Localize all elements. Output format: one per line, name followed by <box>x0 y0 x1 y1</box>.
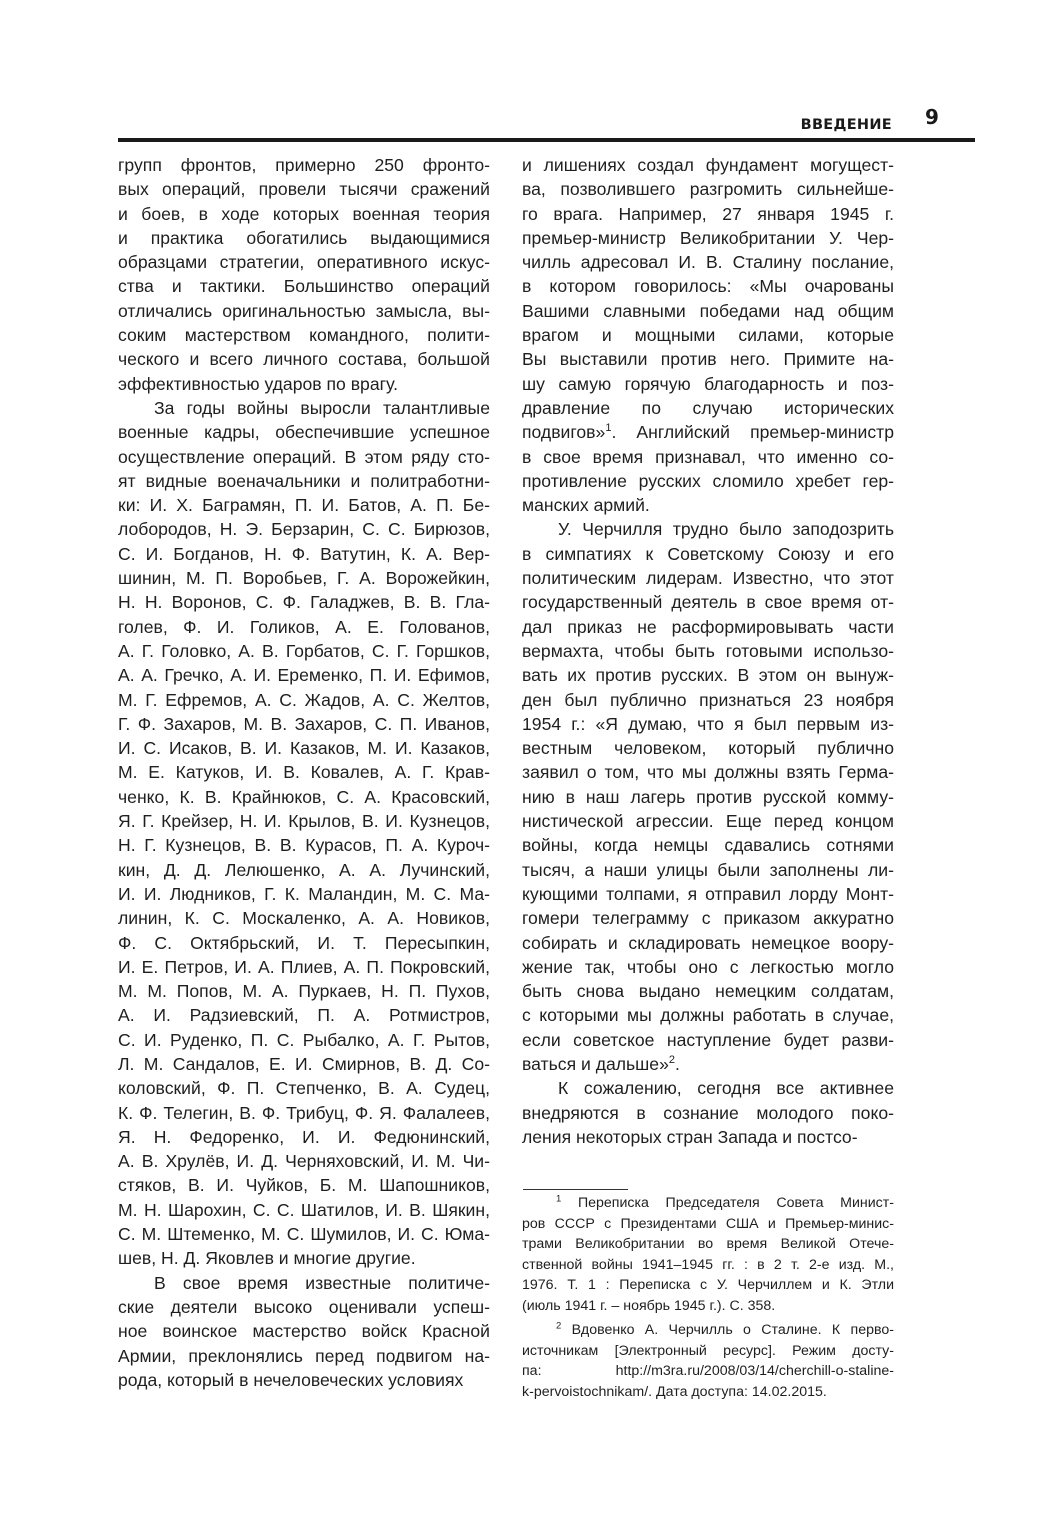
text-line: дравление по случаю исторических <box>522 397 894 418</box>
text-line: в свое время признавал, что именно со- <box>522 446 894 467</box>
text-line: образцами стратегии, оперативного искус- <box>118 252 490 273</box>
text-line: ческого и всего личного состава, большой <box>118 349 490 370</box>
footnote-line: 1976. Т. 1 : Переписка с У. Черчиллем и К. Этли <box>522 1277 894 1293</box>
text-fragment: Переписка Председателя Совета Минист- <box>577 1195 894 1211</box>
text-line: жение так, чтобы оно с легкостью могло <box>522 956 894 977</box>
header-rule <box>118 138 975 142</box>
text-line: и боев, в ходе которых военная теория <box>118 203 490 224</box>
page-number: 9 <box>925 105 939 129</box>
text-line <box>522 1052 894 1076</box>
text-line: коловский, Ф. П. Степченко, В. А. Судец, <box>118 1078 490 1099</box>
text-line: в котором говорилось: «Мы очарованы <box>522 276 894 297</box>
text-line: го врага. Например, 27 января 1945 г. <box>522 203 894 224</box>
text-line: А. В. Хрулёв, И. Д. Черняховский, И. М. Чи- <box>118 1151 490 1172</box>
text-line: ки: И. Х. Баграмян, П. И. Батов, А. П. Бе- <box>118 495 490 516</box>
paragraph <box>118 396 490 1271</box>
text-line: тысяч, а наши улицы были заполнены ли- <box>522 859 894 880</box>
text-line: А. Г. Головко, А. В. Горбатов, С. Г. Горшков, <box>118 640 490 661</box>
text-line: военные кадры, обеспечившие успешное <box>118 422 490 443</box>
footnote-number: 1 <box>556 1193 562 1205</box>
text-line: рода, который в нечеловеческих условиях <box>118 1369 464 1390</box>
text-line: За годы войны выросли талантливые <box>154 397 490 418</box>
section-title: ВВЕДЕНИЕ <box>800 117 892 133</box>
footnote-line <box>522 1193 894 1214</box>
text-line: если советское наступление будет разви- <box>522 1029 894 1050</box>
text-line: нию в наш лагерь против русской комму- <box>522 786 894 807</box>
text-line: и лишениях создал фундамент могущест- <box>522 155 894 175</box>
text-line: лобородов, Н. Э. Берзарин, С. С. Бирюзов, <box>118 519 490 540</box>
text-line: Я. Н. Федоренко, И. И. Федюнинский, <box>118 1126 490 1147</box>
text-line: шев, Н. Д. Яковлев и многие другие. <box>118 1248 416 1269</box>
paragraph <box>118 1271 490 1392</box>
text-line: ное воинское мастерство войск Красной <box>118 1321 490 1342</box>
text-line: М. Г. Ефремов, А. С. Жадов, А. С. Желтов, <box>118 689 490 710</box>
right-column <box>522 153 894 1149</box>
footnote-line <box>522 1320 894 1341</box>
text-fragment: Вдовенко А. Черчилль о Сталине. К перво- <box>571 1322 894 1338</box>
paragraph <box>522 1076 894 1149</box>
text-line: ские деятели высоко оценивали успеш- <box>118 1296 490 1317</box>
text-line: Н. Н. Воронов, С. Ф. Галаджев, В. В. Гла- <box>118 592 490 613</box>
text-line: в симпатиях к Советскому Союзу и его <box>522 543 894 564</box>
footnote-line: (июль 1941 г. – ноябрь 1945 г.). С. 358. <box>522 1297 776 1314</box>
text-line: заявил о том, что мы должны взять Герма- <box>522 762 894 783</box>
footnote-1 <box>522 1193 894 1316</box>
text-line: вестным человеком, который публично <box>522 738 894 759</box>
footnote-number: 2 <box>556 1320 562 1332</box>
text-line: Армии, преклонялись перед подвигом на- <box>118 1345 490 1366</box>
text-line: соким мастерством командного, полити- <box>118 325 490 346</box>
text-line: внедряются в сознание молодого поко- <box>522 1102 894 1123</box>
text-line: Н. Г. Кузнецов, В. В. Курасов, П. А. Куроч- <box>118 835 490 856</box>
text-line: Л. М. Сандалов, Е. И. Смирнов, В. Д. Со- <box>118 1053 490 1074</box>
text-fragment: подвигов» <box>522 422 606 443</box>
text-line: М. Е. Катуков, И. В. Ковалев, А. Г. Крав- <box>118 762 490 783</box>
left-column <box>118 153 490 1392</box>
text-line: быть снова выдано немецким солдатам, <box>522 981 894 1002</box>
text-line: противление русских сломило хребет гер- <box>522 470 894 491</box>
running-header <box>0 0 1058 150</box>
text-line: шу самую горячую благодарность и поз- <box>522 373 894 394</box>
footnote-line: трами Великобритании во время Великой Отече- <box>522 1236 894 1252</box>
text-line: С. И. Руденко, П. С. Рыбалко, А. Г. Рытов, <box>118 1029 490 1050</box>
text-line: стяков, В. И. Чуйков, Б. М. Шапошников, <box>118 1175 490 1196</box>
text-line: собирать и складировать немецкое воору- <box>522 932 894 953</box>
text-line: линин, К. С. Москаленко, А. А. Новиков, <box>118 908 490 929</box>
footnote-2 <box>522 1320 894 1402</box>
text-line: с которыми мы должны работать в случае, <box>522 1005 894 1026</box>
text-line <box>522 420 894 444</box>
text-line: Ф. С. Октябрьский, И. Т. Пересыпкин, <box>118 932 490 953</box>
text-line: чилль адресовал И. В. Сталину послание, <box>522 252 894 273</box>
text-line: С. И. Богданов, Н. Ф. Ватутин, К. А. Вер- <box>118 543 490 564</box>
text-line: Г. Ф. Захаров, М. В. Захаров, С. П. Иванов, <box>118 713 490 734</box>
text-line: У. Черчилля трудно было заподозрить <box>558 519 894 540</box>
footnote-line: ственной войны 1941–1945 гг. : в 2 т. 2-е изд. М., <box>522 1256 894 1273</box>
text-line: шинин, М. П. Воробьев, Г. А. Ворожейкин, <box>118 568 490 589</box>
text-line: М. Н. Шарохин, С. С. Шатилов, И. В. Шякин, <box>118 1199 490 1220</box>
text-line: ства и тактики. Большинство операций <box>118 276 490 297</box>
text-line: В свое время известные политиче- <box>154 1272 490 1293</box>
text-line: А. А. Гречко, А. И. Еременко, П. И. Ефимов, <box>118 665 490 686</box>
text-line: кующими толпами, я отправил лорду Монт- <box>522 883 894 904</box>
text-line: премьер-министр Великобритании У. Чер- <box>522 227 894 248</box>
footnote-separator <box>523 1189 628 1190</box>
text-line: Я. Г. Крейзер, Н. И. Крылов, В. И. Кузнецов, <box>118 811 490 832</box>
text-line: М. М. Попов, М. А. Пуркаев, Н. П. Пухов, <box>118 981 490 1002</box>
footnote-reference[interactable]: 2 <box>668 1054 675 1067</box>
text-line: Вы выставили против него. Примите на- <box>522 349 894 370</box>
text-line: ченко, К. В. Крайнюков, С. А. Красовский, <box>118 786 490 807</box>
text-line: К сожалению, сегодня все активнее <box>558 1078 894 1099</box>
text-line: ва, позволившего разгромить сильнейше- <box>522 179 894 200</box>
text-line: ления некоторых стран Запада и постсо- <box>522 1126 858 1147</box>
text-line: дал приказ не расформировывать части <box>522 616 894 637</box>
text-line: войны, когда немцы сдавались сотнями <box>522 835 894 856</box>
paragraph <box>522 517 894 1076</box>
text-line: голев, Ф. И. Голиков, А. Е. Голованов, <box>118 616 490 637</box>
footnote-reference[interactable]: 1 <box>605 422 612 435</box>
text-line: осуществление операций. В этом ряду сто- <box>118 446 490 467</box>
text-line: И. Е. Петров, И. А. Плиев, А. П. Покровский, <box>118 956 490 977</box>
footnote-line: па: http://m3ra.ru/2008/03/14/cherchill-o-staline- <box>522 1363 894 1379</box>
text-line: гомери телеграмму с приказом аккуратно <box>522 908 894 929</box>
text-fragment: . <box>675 1053 680 1074</box>
text-line: И. С. Исаков, В. И. Казаков, М. И. Казаков, <box>118 738 490 759</box>
text-line: вермахта, чтобы быть готовыми использо- <box>522 640 894 661</box>
text-line: Вашими славными победами над общим <box>522 300 894 321</box>
text-line: отличались оригинальностью замысла, вы- <box>118 300 490 321</box>
text-fragment: . Английский премьер-министр <box>611 422 894 443</box>
text-line: С. М. Штеменко, М. С. Шумилов, И. С. Юма- <box>118 1224 490 1245</box>
footnote-line: k-pervoistochnikam/. Дата доступа: 14.02.2015. <box>522 1383 827 1400</box>
footnotes <box>522 1193 894 1406</box>
text-line: врагом и мощными силами, которые <box>522 325 894 346</box>
text-line: ден был публично признаться 23 ноября <box>522 689 894 710</box>
text-line: нистической агрессии. Еще перед концом <box>522 811 894 832</box>
text-line: А. И. Радзиевский, П. А. Ротмистров, <box>118 1005 490 1026</box>
text-line: политическим лидерам. Известно, что этот <box>522 568 894 589</box>
text-line: эффективностью ударов по врагу. <box>118 373 398 394</box>
text-line: и практика обогатились выдающимися <box>118 227 490 248</box>
text-line: вых операций, провели тысячи сражений <box>118 179 490 200</box>
paragraph <box>522 153 894 517</box>
text-line: 1954 г.: «Я думаю, что я был первым из- <box>522 713 894 734</box>
text-line: ят видные военачальники и политработни- <box>118 470 490 491</box>
text-line: групп фронтов, примерно 250 фронто- <box>118 155 490 175</box>
text-fragment: ваться и дальше» <box>522 1053 669 1074</box>
text-line: К. Ф. Телегин, В. Ф. Трибуц, Ф. Я. Фалалеев, <box>118 1102 490 1123</box>
text-line: государственный деятель в свое время от- <box>522 592 894 613</box>
footnote-line: источникам [Электронный ресурс]. Режим досту- <box>522 1342 894 1359</box>
text-line: И. И. Людников, Г. К. Маландин, М. С. Ма- <box>118 883 490 904</box>
text-line: вать их против русских. В этом он вынуж- <box>522 665 894 686</box>
text-line: манских армий. <box>522 495 650 516</box>
paragraph <box>118 153 490 396</box>
footnote-line: ров СССР с Президентами США и Премьер-минис- <box>522 1215 894 1232</box>
text-line: кин, Д. Д. Лелюшенко, А. А. Лучинский, <box>118 859 490 880</box>
